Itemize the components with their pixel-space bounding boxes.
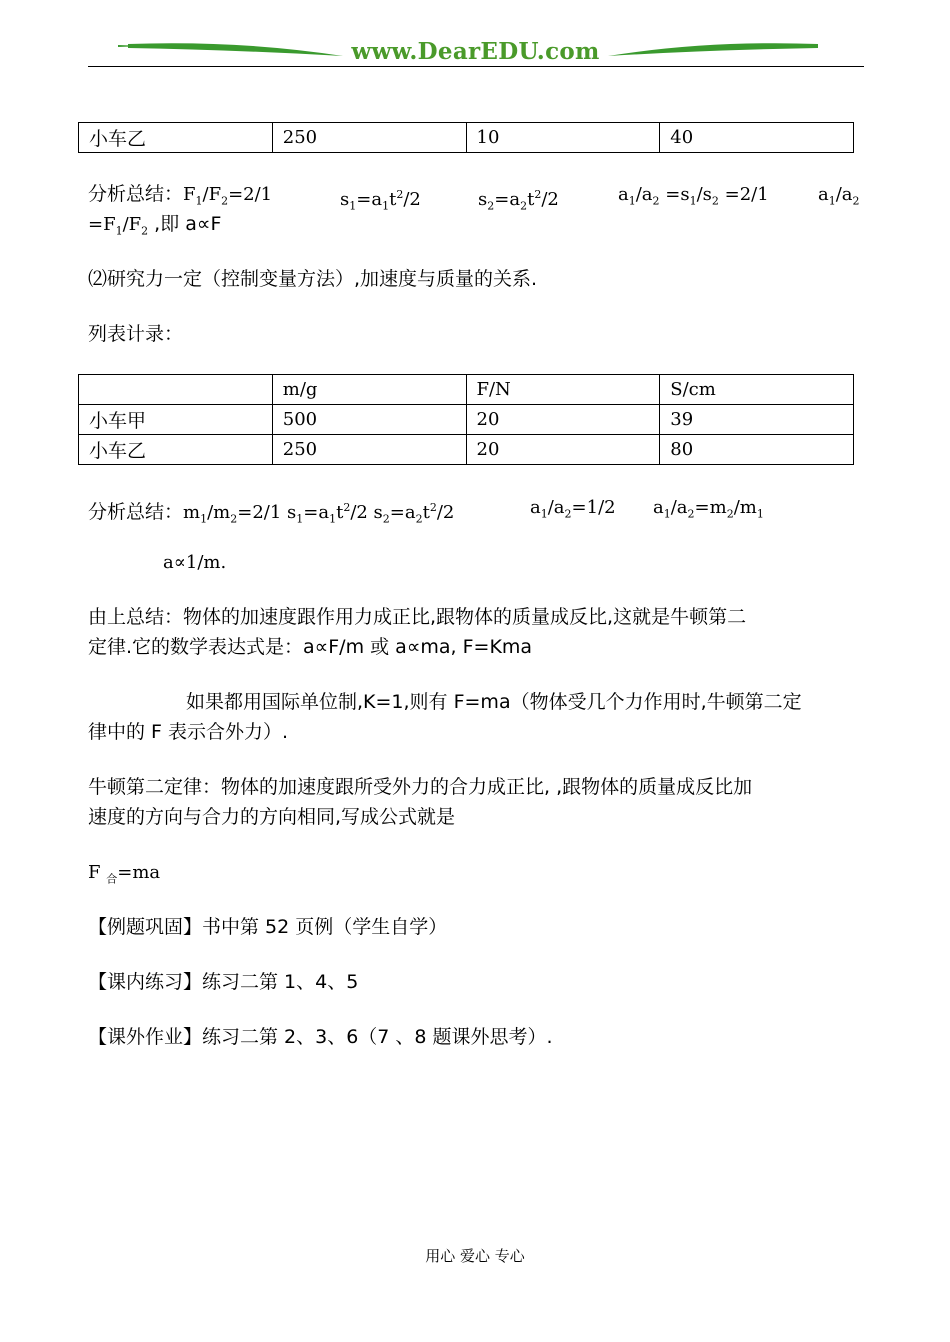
- mass-results-table: [78, 374, 854, 465]
- table-row: [79, 123, 854, 153]
- site-logo-text: www.DearEDU.com: [351, 38, 600, 65]
- newton-law-line-1: 牛顿第二定律：物体的加速度跟所受外力的合力成正比, ,跟物体的质量成反比加: [88, 776, 753, 798]
- summary-line-1: 由上总结：物体的加速度跟作用力成正比,跟物体的质量成反比,这就是牛顿第二: [88, 606, 747, 628]
- table-cell: 500: [272, 405, 466, 435]
- newton-law-line-2: 速度的方向与合力的方向相同,写成公式就是: [88, 806, 456, 828]
- table-cell: 39: [660, 405, 854, 435]
- table-cell: 小车甲: [79, 405, 273, 435]
- table-cell: 40: [660, 123, 854, 153]
- analysis-conclusion-2: a∝1/m.: [163, 552, 227, 573]
- table-row: [79, 435, 854, 465]
- table-cell: 10: [466, 123, 660, 153]
- table-header-row: [79, 375, 854, 405]
- table-header-cell: S/cm: [660, 375, 854, 405]
- analysis-summary-1-line2: $=F_1/F_2$ ,即 a∝F: [88, 213, 222, 238]
- table-cell: 小车乙: [79, 123, 273, 153]
- results-table-continued: [78, 122, 854, 153]
- table-cell: 250: [272, 123, 466, 153]
- si-units-line-1: 如果都用国际单位制,K=1,则有 F=ma（物体受几个力作用时,牛顿第二定: [186, 691, 802, 713]
- site-header: [88, 30, 863, 70]
- analysis-summary-1: 分析总结：$F_1/F_2=2/1$ $s_1=a_1t^2/2$ $s_2=a_2t^2/2$ $a_1/a_2 =s_1/s_2 =2/1$ $a_1/a_2$: [88, 183, 860, 213]
- table-cell: 250: [272, 435, 466, 465]
- table-header-cell: m/g: [272, 375, 466, 405]
- analysis-summary-2: 分析总结：$m_1/m_2=2/1$ $s_1=a_1t^2/2$ $s_2=a_2t^2/2$ $a_1/a_2=1/2$ $a_1/a_2=m_2/m_1$: [88, 497, 764, 526]
- table-cell: 20: [466, 435, 660, 465]
- table-header-cell: F/N: [466, 375, 660, 405]
- practice-section: 【课内练习】练习二第 1、4、5: [88, 971, 359, 993]
- list-label: 列表计录：: [88, 323, 184, 345]
- table-cell: 小车乙: [79, 435, 273, 465]
- homework-section: 【课外作业】练习二第 2、3、6（7 、8 题课外思考）.: [88, 1026, 553, 1048]
- example-section: 【例题巩固】书中第 52 页例（学生自学）: [88, 916, 448, 938]
- table-header-cell: [79, 375, 273, 405]
- page-footer: 用心 爱心 专心: [425, 1247, 525, 1265]
- summary-line-2: 定律.它的数学表达式是：a∝F/m 或 a∝ma, F=Kma: [88, 636, 533, 658]
- section-heading-2: ⑵研究力一定（控制变量方法）,加速度与质量的关系.: [88, 268, 538, 290]
- header-rule: [88, 66, 864, 67]
- table-cell: 20: [466, 405, 660, 435]
- table-row: [79, 405, 854, 435]
- table-cell: 80: [660, 435, 854, 465]
- si-units-line-2: 律中的 F 表示合外力）.: [88, 721, 289, 743]
- net-force-formula: F $_合$=ma: [88, 862, 161, 886]
